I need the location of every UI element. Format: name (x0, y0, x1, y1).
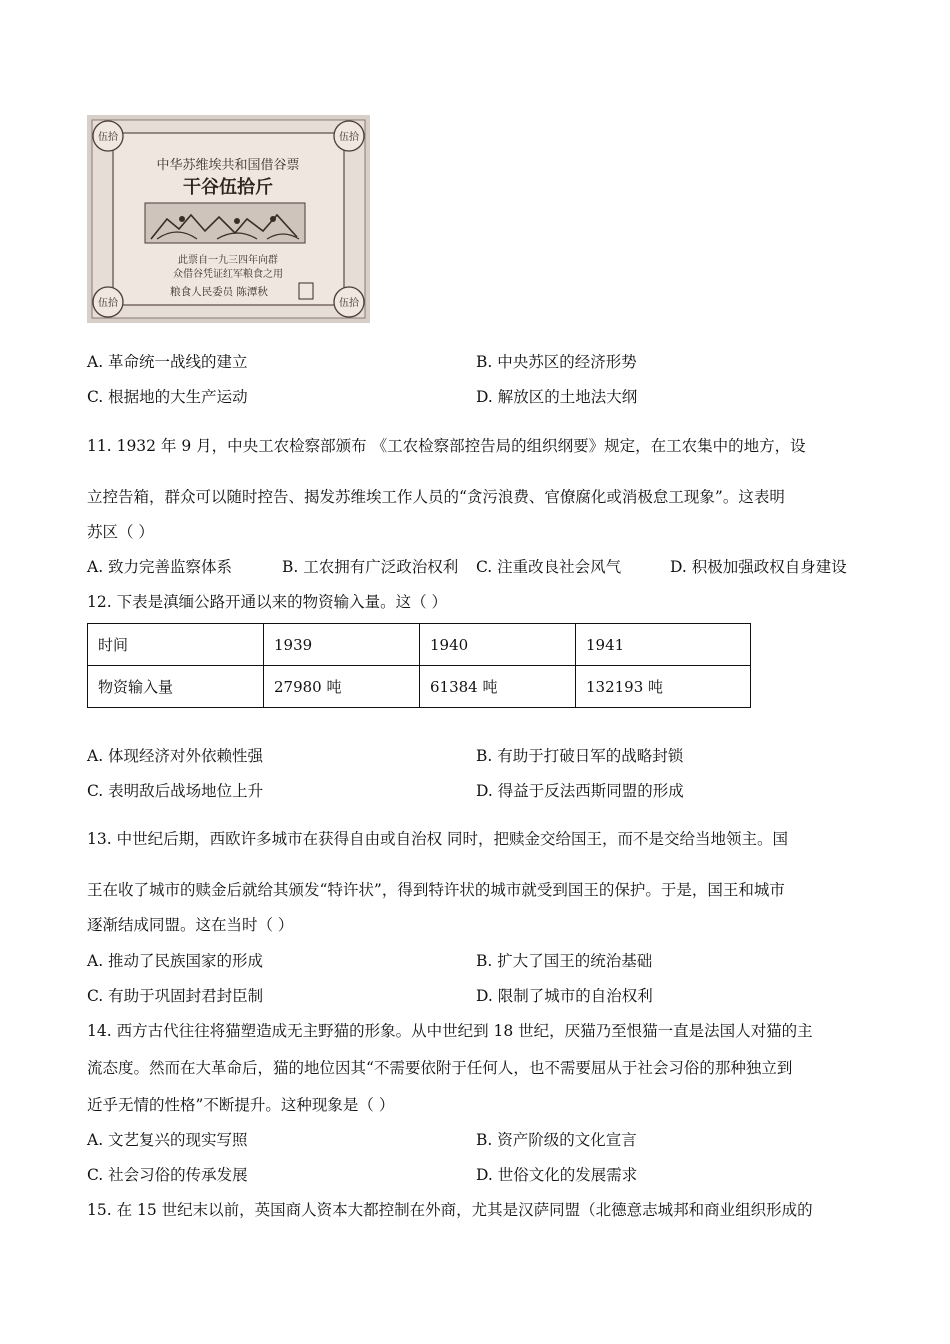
q14-stem-line3: 近乎无情的性格”不断提升。这种现象是（ ） (87, 1096, 395, 1114)
voucher-line3: 粮食人民委员 陈潭秋 (170, 286, 268, 298)
voucher-line2: 众借谷凭证红军粮食之用 (173, 269, 283, 280)
voucher-line1: 此票自一九三四年向群 (178, 255, 278, 266)
q14-stem-line2: 流态度。然而在大革命后，猫的地位因其“不需要依附于任何人，也不需要屈从于社会习俗的那种独立到 (87, 1059, 793, 1077)
q13-option-b: B. 扩大了国王的统治基础 (476, 952, 653, 970)
table-cell: 27980 吨 (264, 666, 420, 708)
q14-option-d: D. 世俗文化的发展需求 (476, 1166, 638, 1184)
q11-stem-line3: 苏区（ ） (87, 523, 154, 541)
q14-stem-line1: 14. 西方古代往往将猫塑造成无主野猫的形象。从中世纪到 18 世纪，厌猫乃至恨猫一直是法国人对猫的主 (87, 1022, 813, 1040)
table-cell: 132193 吨 (576, 666, 751, 708)
q11-option-b: B. 工农拥有广泛政治权利 (282, 558, 459, 576)
q12-stem: 12. 下表是滇缅公路开通以来的物资输入量。这（ ） (87, 593, 448, 611)
q12-option-c: C. 表明敌后战场地位上升 (87, 782, 264, 800)
voucher-top-text: 中华苏维埃共和国借谷票 (156, 158, 300, 173)
q11-option-a: A. 致力完善监察体系 (87, 558, 233, 576)
q13-option-c: C. 有助于巩固封君封臣制 (87, 987, 264, 1005)
q10-option-c: C. 根据地的大生产运动 (87, 388, 248, 406)
q13-option-d: D. 限制了城市的自治权利 (476, 987, 653, 1005)
corner-text-tr: 伍拾 (339, 132, 359, 143)
q10-option-d: D. 解放区的土地法大纲 (476, 388, 638, 406)
table-cell: 1939 (264, 624, 420, 666)
corner-text-tl: 伍拾 (98, 132, 118, 143)
table-cell: 61384 吨 (420, 666, 576, 708)
corner-text-bl: 伍拾 (98, 298, 118, 309)
table-row (88, 624, 751, 666)
q13-stem-line2: 王在收了城市的赎金后就给其颁发“特许状”，得到特许状的城市就受到国王的保护。于是，国王和城市 (87, 881, 785, 899)
table-cell: 时间 (88, 624, 264, 666)
table-row (88, 666, 751, 708)
table-cell: 1940 (420, 624, 576, 666)
q13-option-a: A. 推动了民族国家的形成 (87, 952, 264, 970)
q10-option-b: B. 中央苏区的经济形势 (476, 353, 637, 371)
q14-option-a: A. 文艺复兴的现实写照 (87, 1131, 248, 1149)
q11-stem-line1: 11. 1932 年 9 月，中央工农检察部颁布 《工农检察部控告局的组织纲要》规定，在工农集中的地方，设 (87, 437, 806, 455)
q12-table (87, 623, 751, 708)
q14-option-c: C. 社会习俗的传承发展 (87, 1166, 248, 1184)
q11-option-d: D. 积极加强政权自身建设 (670, 558, 847, 576)
voucher-main-text: 干谷伍拾斤 (183, 177, 273, 198)
q13-stem-line1: 13. 中世纪后期，西欧许多城市在获得自由或自治权 同时，把赎金交给国王，而不是交给当地领主。国 (87, 830, 789, 848)
table-cell: 物资输入量 (88, 666, 264, 708)
q12-option-a: A. 体现经济对外依赖性强 (87, 747, 264, 765)
q13-stem-line3: 逐渐结成同盟。这在当时（ ） (87, 916, 294, 934)
q12-option-b: B. 有助于打破日军的战略封锁 (476, 747, 684, 765)
q12-option-d: D. 得益于反法西斯同盟的形成 (476, 782, 684, 800)
table-cell: 1941 (576, 624, 751, 666)
q11-stem-line2: 立控告箱，群众可以随时控告、揭发苏维埃工作人员的“贪污浪费、官僚腐化或消极怠工现象”。这表明 (87, 488, 785, 506)
grain-voucher-image (87, 115, 370, 323)
q10-option-a: A. 革命统一战线的建立 (87, 353, 248, 371)
corner-text-br: 伍拾 (339, 298, 359, 309)
q11-option-c: C. 注重改良社会风气 (476, 558, 622, 576)
q15-stem-line1: 15. 在 15 世纪末以前，英国商人资本大都控制在外商，尤其是汉萨同盟（北德意志城邦和商业组织形成的 (87, 1201, 813, 1219)
q14-option-b: B. 资产阶级的文化宣言 (476, 1131, 637, 1149)
